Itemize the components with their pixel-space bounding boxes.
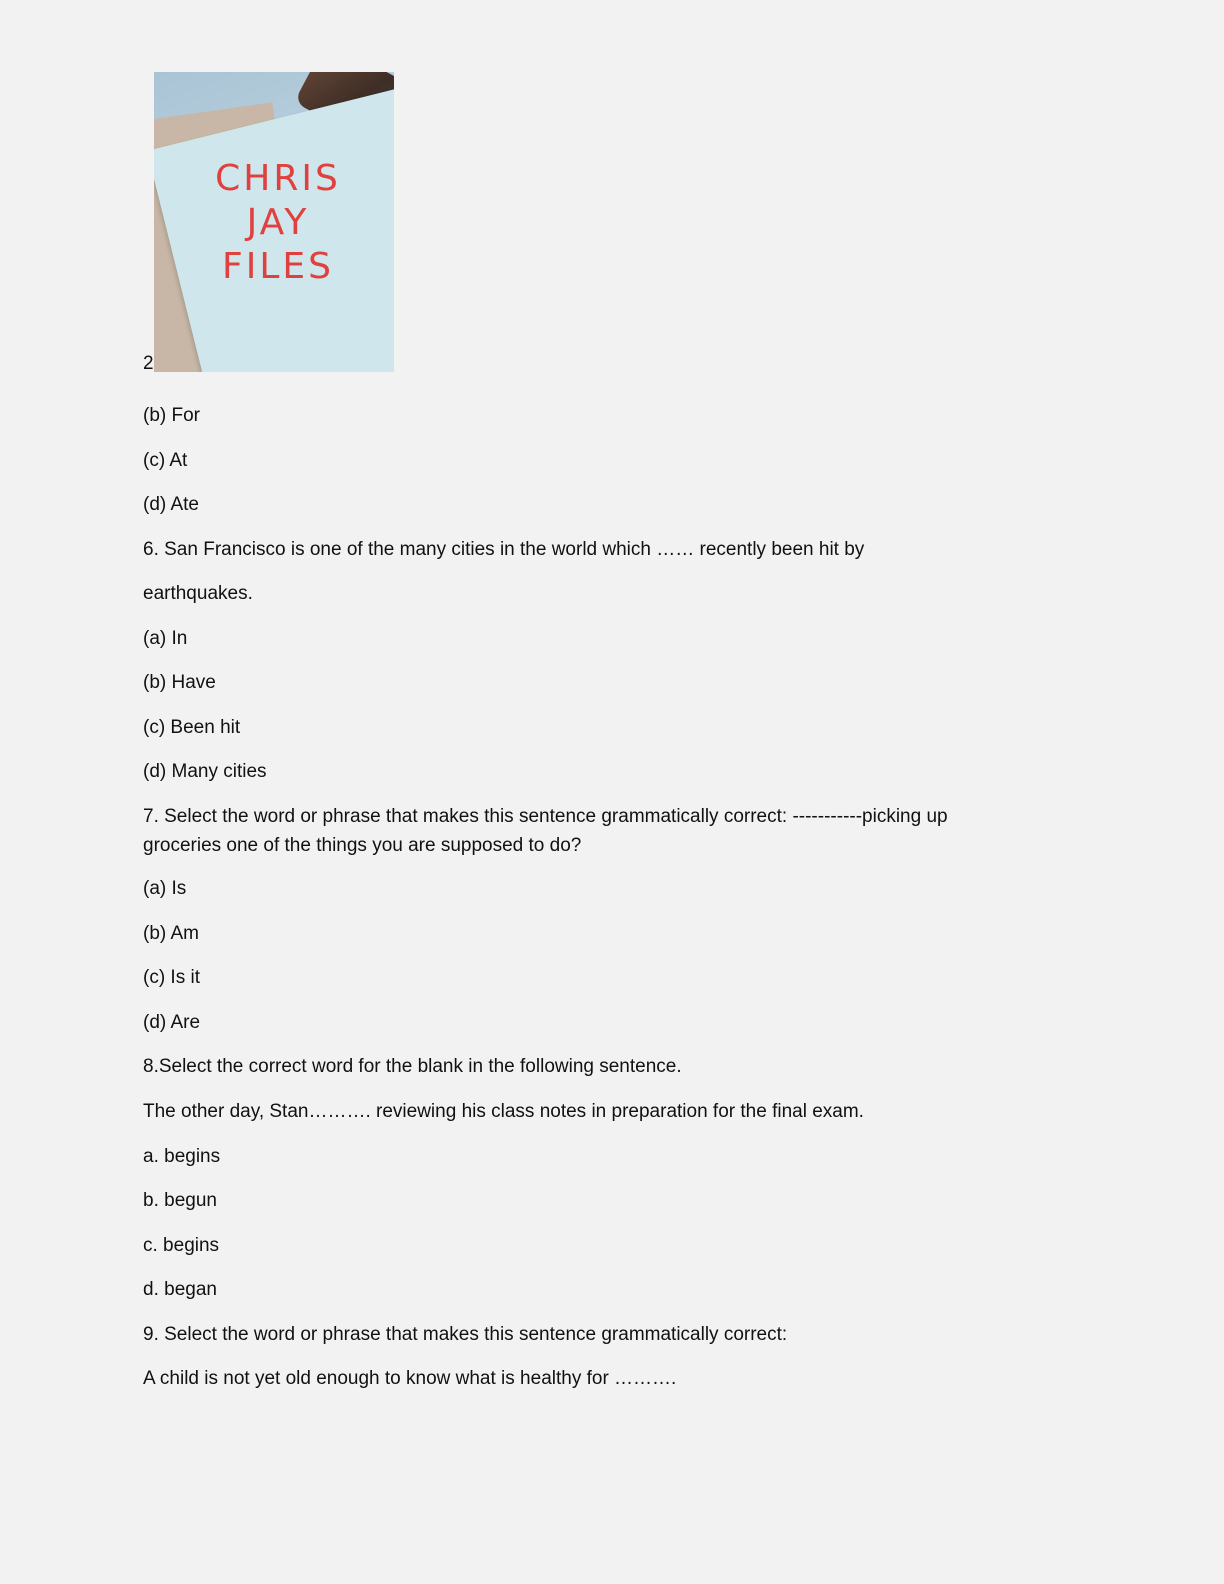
q6-option-a: (a) In (143, 628, 188, 649)
q7-option-b: (b) Am (143, 923, 199, 944)
question-9: 9. Select the word or phrase that makes this sentence grammatically correct: (143, 1324, 788, 1345)
page-number: 2 (143, 353, 154, 374)
question-9-sentence: A child is not yet old enough to know what is healthy for ………. (143, 1368, 677, 1389)
q6-option-c: (c) Been hit (143, 717, 241, 738)
question-8-sentence: The other day, Stan………. reviewing his class notes in preparation for the final exam. (143, 1101, 864, 1122)
q8-option-b: b. begun (143, 1190, 217, 1211)
question-6: 6. San Francisco is one of the many cities in the world which …… recently been hit by (143, 539, 865, 560)
q7-option-a: (a) Is (143, 878, 187, 899)
option-d-ate: (d) Ate (143, 494, 199, 515)
logo-text (154, 157, 394, 289)
q7-option-c: (c) Is it (143, 967, 200, 988)
logo-text-line-1: CHRIS (215, 158, 341, 199)
q8-option-c: c. begins (143, 1235, 220, 1256)
q6-option-d: (d) Many cities (143, 761, 267, 782)
option-c-at: (c) At (143, 450, 188, 471)
logo-text-line-3: FILES (222, 246, 334, 287)
question-7: 7. Select the word or phrase that makes this sentence grammatically correct: -----------picking up groceries one of the things you are supposed to do? (143, 806, 948, 856)
option-b-for: (b) For (143, 405, 200, 426)
question-8: 8.Select the correct word for the blank in the following sentence. (143, 1056, 682, 1077)
q8-option-d: d. began (143, 1279, 217, 1300)
question-6-continued: earthquakes. (143, 583, 253, 604)
q7-option-d: (d) Are (143, 1012, 201, 1033)
q6-option-b: (b) Have (143, 672, 216, 693)
q8-option-a: a. begins (143, 1146, 221, 1167)
chris-jay-files-logo (154, 72, 394, 372)
logo-text-line-2: JAY (246, 202, 310, 243)
